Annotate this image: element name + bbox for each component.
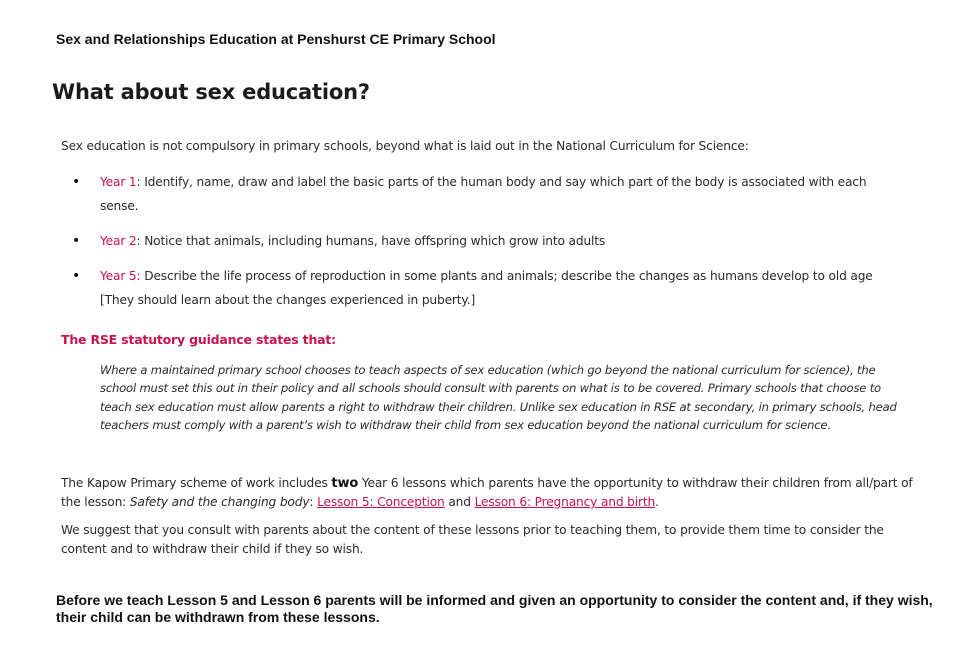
year-label: Year 1 <box>100 175 137 189</box>
list-item-year-1 <box>70 170 900 218</box>
kapow-bold-count: two <box>331 476 359 491</box>
list-item-year-5 <box>70 264 900 312</box>
curriculum-list <box>70 170 900 323</box>
document-header-title: Sex and Relationships Education at Penshurst CE Primary School <box>56 31 496 47</box>
list-item-text: : Identify, name, draw and label the basic parts of the human body and say which part of the body is associated with each sense. <box>100 175 867 213</box>
bullet-icon: • <box>72 233 81 249</box>
kapow-text: : <box>309 495 318 509</box>
footer-note: Before we teach Lesson 5 and Lesson 6 parents will be informed and given an opportunity to consider the content and, if they wish, their child can be withdrawn from these lessons. <box>56 592 933 625</box>
year-label: Year 5: <box>100 269 141 283</box>
guidance-quote: Where a maintained primary school chooses to teach aspects of sex education (which go beyond the national curriculum for science), the school must set this out in their policy and all schools should consult with parents on what is to be covered. Primary schools that choose to teach sex education must allow parents a right to withdraw their children. Unlike sex education in RSE at secondary, in primary schools, head teachers must comply with a parent’s wish to withdraw their child from sex education beyond the national curriculum for science. <box>100 363 897 432</box>
list-item-text: : Notice that animals, including humans, have offspring which grow into adults <box>136 234 606 248</box>
bullet-icon: • <box>72 174 81 190</box>
suggestion-paragraph: We suggest that you consult with parents about the content of these lessons prior to teaching them, to provide them time to consider the content and to withdraw their child if they so wish. <box>61 523 884 556</box>
kapow-text: . <box>655 495 659 509</box>
lesson-5-link[interactable]: Lesson 5: Conception <box>317 495 445 509</box>
kapow-text: Year 6 lessons which parents have the opportunity to withdraw their children from all/part of the lesson: <box>61 476 913 509</box>
list-item-year-2 <box>70 229 900 253</box>
page-heading: What about sex education? <box>52 80 370 104</box>
bullet-icon: • <box>72 268 81 284</box>
guidance-heading: The RSE statutory guidance states that: <box>61 332 336 347</box>
kapow-text: The Kapow Primary scheme of work includes <box>61 476 332 490</box>
lesson-6-link[interactable]: Lesson 6: Pregnancy and birth <box>474 495 656 509</box>
list-item-text: Describe the life process of reproduction in some plants and animals; describe the changes as humans develop to old age [They should learn about the changes experienced in puberty.] <box>100 269 873 307</box>
intro-paragraph: Sex education is not compulsory in primary schools, beyond what is laid out in the National Curriculum for Science: <box>61 139 749 153</box>
unit-name: Safety and the changing body <box>129 495 310 509</box>
kapow-paragraph <box>61 474 921 512</box>
year-label: Year 2 <box>100 234 137 248</box>
kapow-text: and <box>444 495 475 509</box>
